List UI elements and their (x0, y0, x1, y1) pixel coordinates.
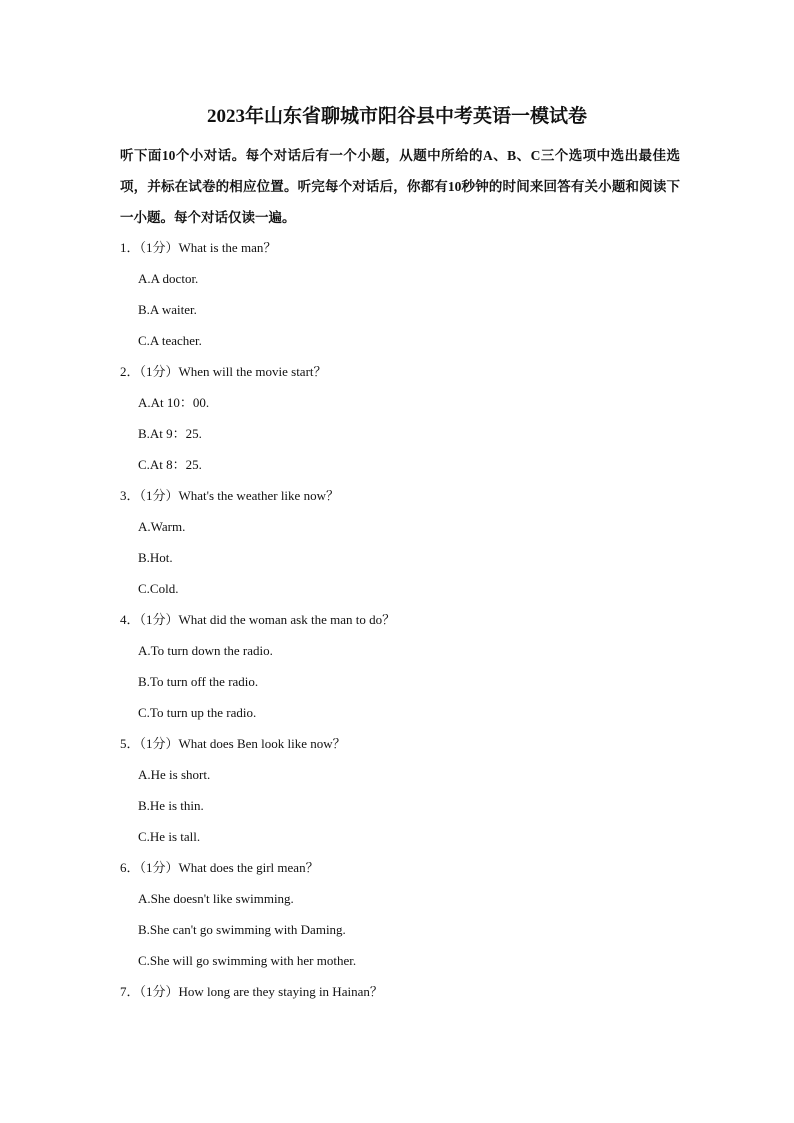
question-stem: 5．（1分）What does Ben look like now？ (120, 736, 346, 751)
exam-title: 2023年山东省聊城市阳谷县中考英语一模试卷 (206, 106, 587, 127)
question-stem: 6．（1分）What does the girl mean？ (120, 860, 319, 875)
question-stem: 3．（1分）What's the weather like now？ (120, 488, 339, 503)
question-7 (120, 976, 680, 1007)
option-c: C.Cold. (138, 581, 179, 596)
question-stem: 2．（1分）When will the movie start？ (120, 364, 327, 379)
question-3 (120, 480, 680, 604)
question-2 (120, 356, 680, 480)
question-stem: 4．（1分）What did the woman ask the man to do？ (120, 612, 396, 627)
option-a: A.She doesn't like swimming. (138, 891, 294, 906)
question-6 (120, 852, 680, 976)
option-a: A.To turn down the radio. (138, 643, 273, 658)
option-a: A.A doctor. (138, 271, 199, 286)
option-a: A.At 10：00. (138, 395, 210, 410)
option-b: B.A waiter. (138, 302, 197, 317)
option-b: B.At 9：25. (138, 426, 202, 441)
option-b: B.Hot. (138, 550, 173, 565)
section-instructions: 听下面10个小对话。每个对话后有一个小题，从题中所给的A、B、C三个选项中选出最佳选项，并标在试卷的相应位置。听完每个对话后，你都有10秒钟的时间来回答有关小题和阅读下一小题。每个对话仅读一遍。 (120, 148, 680, 225)
question-1 (120, 232, 680, 356)
option-c: C.A teacher. (138, 333, 202, 348)
question-4 (120, 604, 680, 728)
option-a: A.Warm. (138, 519, 186, 534)
option-c: C.She will go swimming with her mother. (138, 953, 357, 968)
option-a: A.He is short. (138, 767, 211, 782)
option-c: C.To turn up the radio. (138, 705, 257, 720)
option-b: B.He is thin. (138, 798, 204, 813)
question-list (120, 232, 680, 1007)
question-stem: 7．（1分）How long are they staying in Hainan？ (120, 984, 383, 999)
option-b: B.She can't go swimming with Daming. (138, 922, 346, 937)
option-c: C.He is tall. (138, 829, 201, 844)
option-b: B.To turn off the radio. (138, 674, 259, 689)
question-stem: 1．（1分）What is the man？ (120, 240, 277, 255)
question-5 (120, 728, 680, 852)
option-c: C.At 8：25. (138, 457, 202, 472)
